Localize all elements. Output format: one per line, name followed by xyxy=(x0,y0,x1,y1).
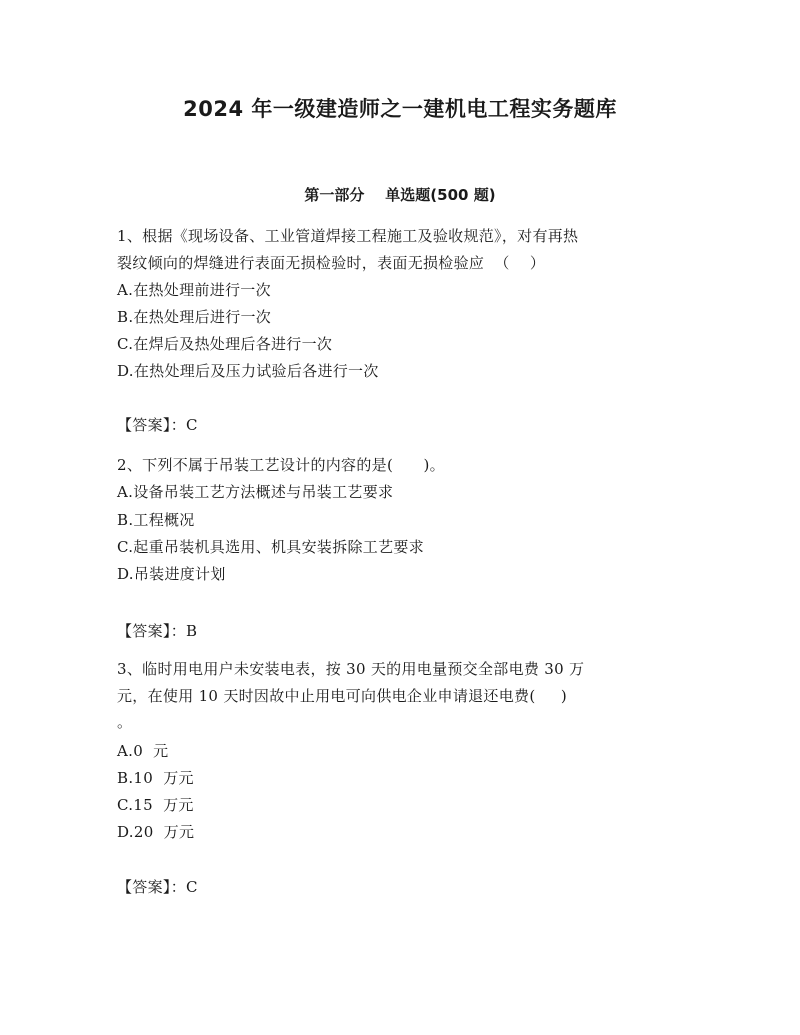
question-2-option-d: D.吊装进度计划 xyxy=(117,565,226,583)
question-2-answer: 【答案】：B xyxy=(117,622,198,640)
question-2-option-c: C.起重吊装机具选用、机具安装拆除工艺要求 xyxy=(117,538,425,556)
question-2-option-b: B.工程概况 xyxy=(117,511,195,529)
question-3-stem-line-1: 3、临时用电用户未安装电表，按 30 天的用电量预交全部电费 30 万 xyxy=(117,660,585,678)
question-3-answer: 【答案】：C xyxy=(117,878,198,896)
question-1-answer: 【答案】：C xyxy=(117,416,198,434)
question-1-option-b: B.在热处理后进行一次 xyxy=(117,308,272,326)
question-3-option-b: B.10 万元 xyxy=(117,769,194,787)
question-3-stem-line-3: 。 xyxy=(117,713,133,731)
question-2-option-a: A.设备吊装工艺方法概述与吊装工艺要求 xyxy=(117,483,394,501)
question-3-option-d: D.20 万元 xyxy=(117,823,195,841)
section-heading: 第一部分 单选题(500 题) xyxy=(304,186,496,204)
question-1-option-c: C.在焊后及热处理后各进行一次 xyxy=(117,335,333,353)
document-title: 2024 年一级建造师之一建机电工程实务题库 xyxy=(183,97,617,121)
question-1-option-a: A.在热处理前进行一次 xyxy=(117,281,271,299)
question-1-stem-line-1: 1、根据《现场设备、工业管道焊接工程施工及验收规范》，对有再热 xyxy=(117,227,579,245)
question-2-stem-line-1: 2、下列不属于吊装工艺设计的内容的是( )。 xyxy=(117,456,445,474)
question-3-option-a: A.0 元 xyxy=(117,742,169,760)
question-3-option-c: C.15 万元 xyxy=(117,796,194,814)
question-3-stem-line-2: 元，在使用 10 天时因故中止用电可向供电企业申请退还电费( ) xyxy=(117,687,567,705)
question-1-stem-line-2: 裂纹倾向的焊缝进行表面无损检验时，表面无损检验应 （ ） xyxy=(117,254,546,272)
question-1-option-d: D.在热处理后及压力试验后各进行一次 xyxy=(117,362,379,380)
